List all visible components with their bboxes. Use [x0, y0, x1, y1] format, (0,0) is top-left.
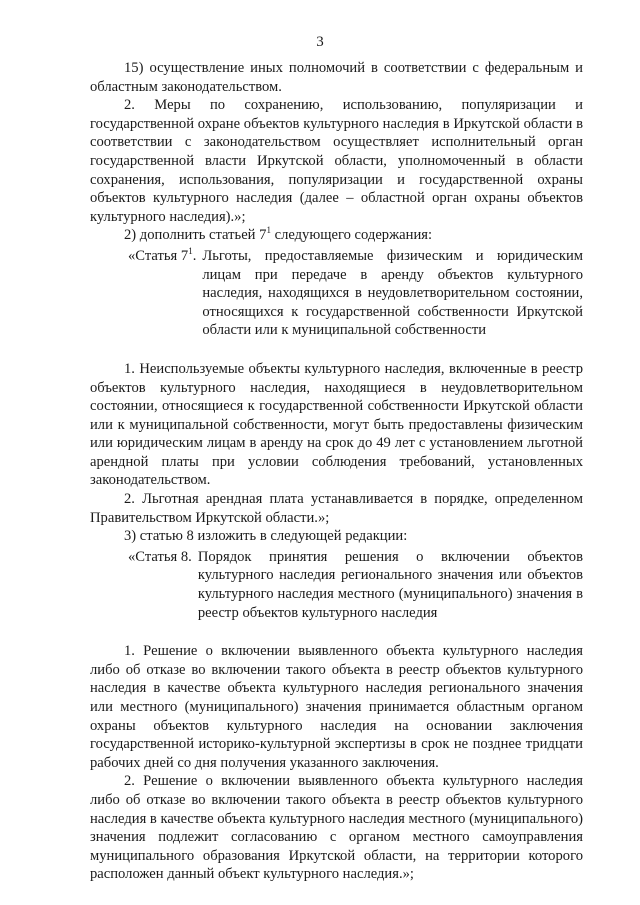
paragraph: 1. Неиспользуемые объекты культурного наследия, включенные в реестр объектов культурного наследия, находящиеся в неудовлетворительном состоянии, относящиеся к государственной собственности Иркутской области или к муниципальной собственности, могут быть предоставлены физическим или юридическим лицам в аренду на срок до 49 лет с установлением льготной арендной платы при условии соблюдения требований, установленных законодательством. [90, 360, 583, 489]
page-number: 3 [316, 34, 324, 50]
article-label: «Статья $7^1$. [128, 246, 197, 264]
article-heading [90, 247, 583, 340]
amendment-text: 2) дополнить статьей 7 [124, 227, 267, 244]
paragraph: 2. Меры по сохранению, использованию, популяризации и государственной охране объектов культурного наследия в Иркутской области в соответствии с законодательством осуществляет исполнительный орган государственной власти Иркутской области, уполномоченный в области сохранения, использования, популяризации и государственной охраны объектов культурного наследия (далее – областной орган охраны объектов культурного наследия).»; [90, 97, 583, 225]
amendment-item: 3) статью 8 изложить в следующей редакции: [124, 528, 408, 545]
article-title: Порядок принятия решения о включении объектов культурного наследия регионального значения или объектов культурного наследия местного (муниципального) значения в реестр объектов культурного наследия [197, 548, 583, 621]
document-body [90, 59, 583, 884]
paragraph: 2. Решение о включении выявленного объекта культурного наследия либо об отказе во включении такого объекта в реестр объектов культурного наследия в качестве объекта культурного наследия местного (муниципального) значения подлежит согласованию с органом местного самоуправления муниципального образования Иркутской области, на территории которого расположен данный объект культурного наследия.»; [90, 773, 583, 883]
superscript: 1 [266, 225, 271, 236]
article-heading [90, 548, 583, 622]
paragraph: 1. Решение о включении выявленного объекта культурного наследия либо об отказе во включении такого объекта в реестр объектов культурного наследия в качестве объекта культурного наследия регионального значения или местного (муниципального) значения принимается областным органом охраны объектов культурного наследия на основании заключения государственной историко-культурной экспертизы в срок не позднее тридцати рабочих дней со дня получения указанного заключения. [90, 643, 583, 771]
paragraph: 15) осуществление иных полномочий в соответствии с федеральным и областным законодательством. [90, 60, 583, 95]
article-label: «Статья 8. [128, 548, 192, 565]
amendment-item [90, 226, 583, 245]
amendment-text: следующего содержания: [270, 227, 433, 244]
paragraph: 2. Льготная арендная плата устанавливается в порядке, определенном Правительством Иркутской области.»; [90, 491, 583, 526]
article-title: Льготы, предоставляемые физическим и юридическим лицам при передаче в аренду объектов культурного наследия, находящихся в неудовлетворительном состоянии, относящихся к государственной собственности Иркутской области или к муниципальной собственности [202, 247, 583, 339]
